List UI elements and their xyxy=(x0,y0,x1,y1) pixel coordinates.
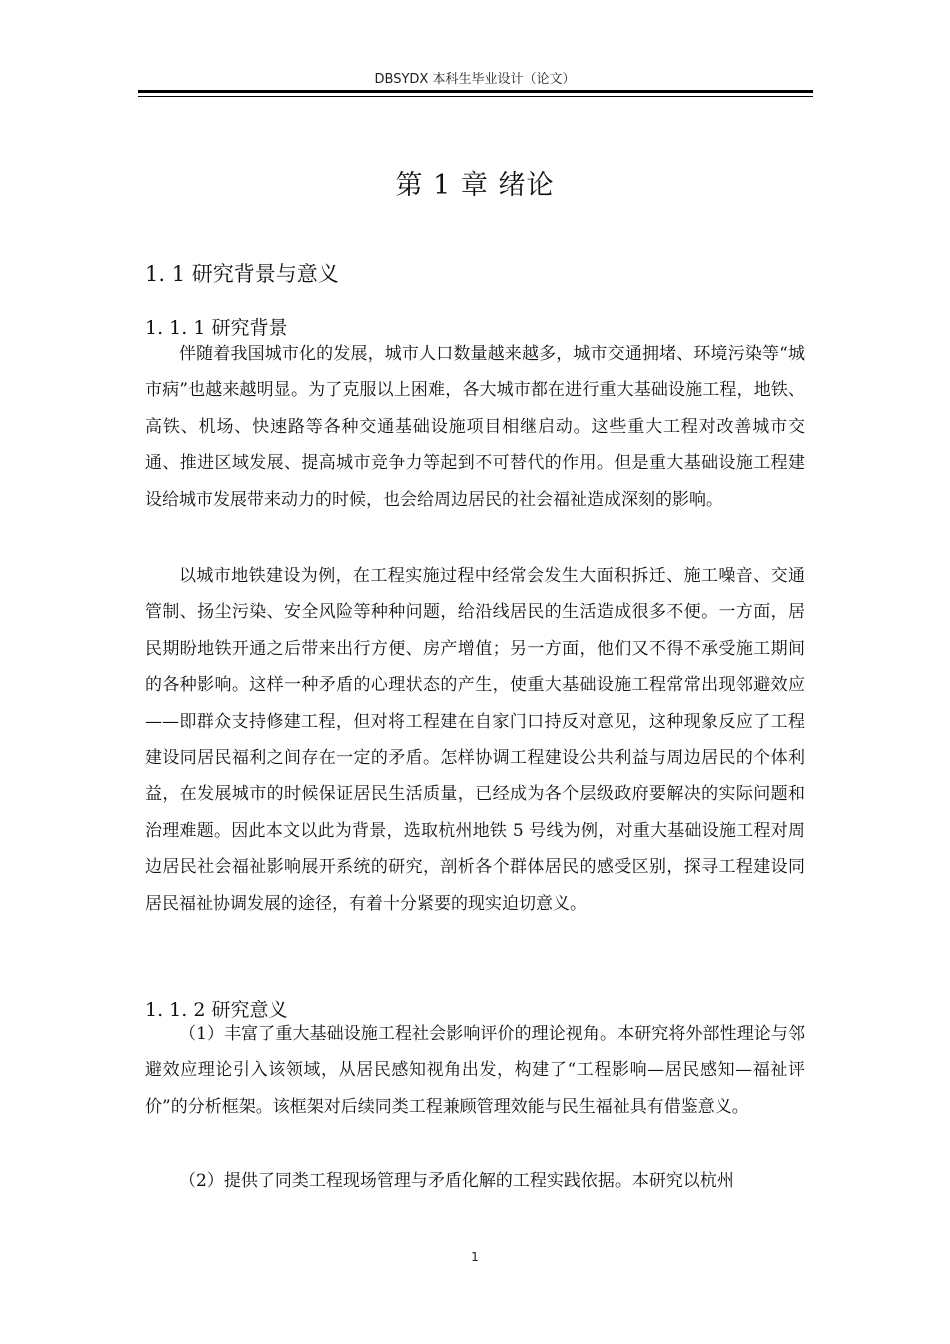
significance-paragraph-2: （2）提供了同类工程现场管理与矛盾化解的工程实践依据。本研究以杭州 xyxy=(179,1171,734,1191)
section-heading-1-1: 1. 1 研究背景与意义 xyxy=(145,262,339,286)
background-paragraph-1: 伴随着我国城市化的发展，城市人口数量越来越多，城市交通拥堵、环境污染等“城市病”也越来越明显。为了克服以上困难，各大城市都在进行重大基础设施工程，地铁、高铁、机场、快速路等各种交通基础设施项目相继启动。这些重大工程对改善城市交通、推进区域发展、提高城市竞争力等起到不可替代的作用。但是重大基础设施工程建设给城市发展带来动力的时候，也会给周边居民的社会福祉造成深刻的影响。 xyxy=(145,344,805,510)
subsection-heading-1-1-1: 1. 1. 1 研究背景 xyxy=(145,317,288,339)
background-paragraph-2: 以城市地铁建设为例，在工程实施过程中经常会发生大面积拆迁、施工噪音、交通管制、扬尘污染、安全风险等种种问题，给沿线居民的生活造成很多不便。一方面，居民期盼地铁开通之后带来出行方便、房产增值；另一方面，他们又不得不承受施工期间的各种影响。这样一种矛盾的心理状态的产生，使重大基础设施工程常常出现邻避效应——即群众支持修建工程，但对将工程建在自家门口持反对意见，这种现象反应了工程建设同居民福利之间存在一定的矛盾。怎样协调工程建设公共利益与周边居民的个体利益，在发展城市的时候保证居民生活质量，已经成为各个层级政府要解决的实际问题和治理难题。因此本文以此为背景，选取杭州地铁 5 号线为例，对重大基础设施工程对周边居民社会福祉影响展开系统的研究，剖析各个群体居民的感受区别，探寻工程建设同居民福祉协调发展的途径，有着十分紧要的现实迫切意义。 xyxy=(145,566,805,914)
subsection-heading-1-1-2: 1. 1. 2 研究意义 xyxy=(145,999,288,1021)
chapter-title: 第 1 章 绪论 xyxy=(395,170,555,201)
header-rule-thin xyxy=(138,96,813,97)
page-number: 1 xyxy=(471,1250,479,1264)
significance-paragraph-1: （1）丰富了重大基础设施工程社会影响评价的理论视角。本研究将外部性理论与邻避效应理论引入该领域，从居民感知视角出发，构建了“工程影响—居民感知—福祉评价”的分析框架。该框架对后续同类工程兼顾管理效能与民生福祉具有借鉴意义。 xyxy=(145,1024,805,1117)
header-rule-thick xyxy=(138,90,813,93)
running-header: DBSYDX 本科生毕业设计（论文） xyxy=(374,72,576,87)
